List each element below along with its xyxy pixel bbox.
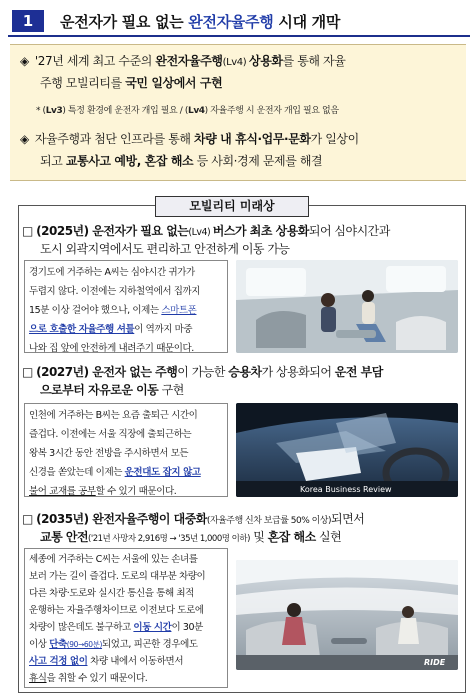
story-line: 즐겁다. 이전에는 서울 직장에 출퇴근하는	[29, 429, 192, 440]
text: 차량 내에서 이동하면서	[87, 656, 184, 667]
text: 신경을 쏟았는데 이제는	[29, 467, 125, 478]
text: 버스가 최초 상용화	[212, 224, 309, 238]
scenario-2-heading	[22, 363, 383, 382]
summary-box	[10, 44, 466, 181]
checkbox-icon: □	[22, 224, 37, 238]
text: 자율주행과 첨단 인프라를 통해	[34, 132, 194, 146]
text: ) 자율주행 시 운전자 개입 필요 없음	[204, 106, 339, 116]
summary-bullet-1	[20, 51, 345, 73]
text: (자율주행 신차 보급률 50% 이상)	[206, 516, 332, 526]
text: '27년 세계 최고 수준의	[34, 54, 156, 68]
scenario-1-story	[24, 260, 228, 353]
text: 운전대도 잡지 않고	[124, 467, 201, 478]
diamond-bullet-icon: ◈	[20, 132, 29, 146]
title-highlight: 완전자율주행	[188, 13, 274, 31]
text: 이동 시간	[133, 622, 172, 633]
text: 가 상용화되어	[261, 365, 335, 379]
text: 으로 호출한 자율주행 셔틀	[29, 324, 135, 335]
text: Lv4	[187, 106, 205, 116]
text: 15분 이상 걸어야 했으나, 이제는	[29, 305, 162, 316]
story-line: 경기도에 거주하는 A씨는 심야시간 귀가가	[29, 267, 195, 278]
story-line	[29, 670, 223, 687]
text: 상용화	[249, 54, 283, 68]
summary-bullet-2	[20, 129, 359, 150]
image-caption: Korea Business Review	[300, 485, 392, 494]
text: 주행 모빌리티를	[40, 76, 126, 90]
text: 되어 심야시간과	[308, 224, 390, 238]
story-line	[29, 301, 223, 320]
section-number: 1	[12, 10, 44, 32]
text: 되면서	[331, 512, 365, 526]
scenario-1-heading	[22, 222, 390, 242]
text: 이 가능한	[177, 365, 229, 379]
autonomous-car-interior-image	[236, 403, 458, 497]
text: 휴식	[29, 673, 47, 684]
checkbox-icon: □	[22, 512, 37, 526]
text: (2027년) 운전자 없는 주행	[36, 365, 178, 379]
story-line	[29, 619, 223, 636]
story-line: 세종에 거주하는 C씨는 서울에 있는 손녀를	[29, 554, 198, 565]
text: 를 통해 자율	[282, 54, 346, 68]
autonomous-shuttle-image	[236, 260, 458, 353]
story-line	[29, 320, 223, 339]
scenario-2-heading-line2	[40, 381, 184, 400]
story-line	[29, 463, 223, 482]
scenario-3-story	[24, 548, 228, 688]
text: 운전 부담	[334, 365, 383, 379]
title-part: 운전자가 필요 없는	[60, 13, 189, 31]
text: 가 일상이	[310, 132, 359, 146]
text: (2035년) 완전자율주행이 대중화	[36, 512, 207, 526]
story-line: 왕복 3시간 동안 전방을 주시하면서 모든	[29, 448, 189, 459]
text: 을 취할 수 있기 때문이다.	[46, 673, 148, 684]
text: 이 역까지 마중	[134, 324, 193, 335]
text: 스마트폰	[161, 305, 197, 316]
text: 완전자율주행	[155, 54, 223, 68]
future-section-title: 모빌리티 미래상	[155, 196, 309, 217]
text: * (	[36, 106, 46, 116]
text: 되고	[40, 154, 66, 168]
story-line: 두렵지 않다. 이전에는 지하철역에서 집까지	[29, 286, 201, 297]
text: 할 수 있기 때문이다.	[95, 486, 177, 497]
text: 및	[249, 530, 268, 544]
story-line: 다른 차량·도로와 실시간 통신을 통해 최적	[29, 588, 194, 599]
story-line: 보러 가는 길이 즐겁다. 도로의 대부분 차량이	[29, 571, 206, 582]
summary-bullet-2-line2	[40, 151, 322, 172]
text: Lv3	[45, 106, 63, 116]
text: (90→60분)	[66, 640, 103, 649]
text: 국민 일상에서 구현	[125, 76, 223, 90]
text: 실현	[315, 530, 342, 544]
story-line: 인천에 거주하는 B씨는 요즘 출퇴근 시간이	[29, 410, 198, 421]
section-header	[8, 8, 470, 37]
autonomous-lounge-image	[236, 560, 458, 670]
text: ) 특정 환경에 운전자 개입 필요 / (	[62, 106, 188, 116]
text: 사고 걱정 없이	[29, 656, 88, 667]
text: 등 사회·경제 문제를 해결	[193, 154, 323, 168]
text: (2025년) 운전자가 필요 없는	[36, 224, 189, 238]
text: 교통 안전	[40, 530, 89, 544]
text: 으로부터 자유로운 이동	[40, 383, 159, 397]
checkbox-icon: □	[22, 365, 37, 379]
story-line: 운행하는 자율주행차이므로 이전보다 도로에	[29, 605, 204, 616]
section-title	[60, 11, 340, 32]
text: 혼잡 해소	[267, 530, 316, 544]
story-line	[29, 482, 223, 501]
text: 이 30분	[171, 622, 203, 633]
text: 단축	[49, 639, 67, 650]
text: (Lv4)	[188, 227, 213, 238]
text: 되었고, 피곤한 경우에도	[102, 639, 198, 650]
text: 차량이 많은데도 불구하고	[29, 622, 134, 633]
text: ('21년 사망자 2,916명 → '35년 1,000명 이하)	[88, 534, 250, 544]
summary-note	[36, 101, 339, 122]
story-line	[29, 653, 223, 670]
title-part: 시대 개막	[273, 13, 341, 31]
text: 이상	[29, 639, 50, 650]
story-line: 나와 집 앞에 안전하게 내려주기 때문이다.	[29, 343, 194, 354]
scenario-3-heading-line2	[40, 528, 341, 549]
text: 교통사고 예방, 혼잡 해소	[65, 154, 194, 168]
story-line	[29, 636, 223, 653]
summary-bullet-1-line2	[40, 73, 222, 94]
scenario-2-story	[24, 403, 228, 497]
text: (Lv4)	[222, 57, 250, 68]
text: 승용차	[228, 365, 262, 379]
text: 불어 교재를 공부	[29, 486, 96, 497]
text: 차량 내 휴식·업무·문화	[194, 132, 311, 146]
ride-logo: RIDE	[424, 658, 446, 667]
scenario-1-heading-line2: 도시 외곽지역에서도 편리하고 안전하게 이동 가능	[40, 242, 290, 256]
text: 구현	[158, 383, 184, 397]
diamond-bullet-icon: ◈	[20, 54, 29, 68]
